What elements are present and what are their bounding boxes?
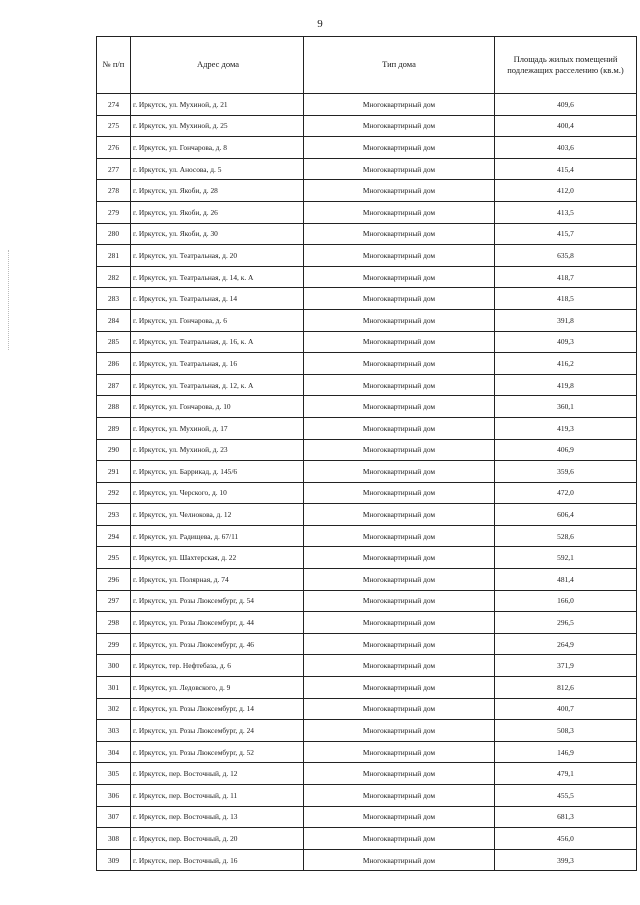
table-row [97,569,637,591]
row-area: 681,3 [495,806,637,828]
row-area: 400,7 [495,698,637,720]
row-house-type: Многоквартирный дом [304,828,495,850]
row-house-type: Многоквартирный дом [304,677,495,699]
row-number: 295 [97,547,131,569]
row-number: 308 [97,828,131,850]
header-house-type: Тип дома [304,37,495,94]
table-row [97,417,637,439]
row-house-type: Многоквартирный дом [304,309,495,331]
row-house-type: Многоквартирный дом [304,374,495,396]
row-area: 412,0 [495,180,637,202]
table-row [97,266,637,288]
table-row [97,439,637,461]
row-area: 360,1 [495,396,637,418]
row-number: 300 [97,655,131,677]
row-address: г. Иркутск, пер. Восточный, д. 20 [131,828,304,850]
row-area: 409,3 [495,331,637,353]
row-area: 359,6 [495,461,637,483]
table-row [97,353,637,375]
row-address: г. Иркутск, пер. Восточный, д. 13 [131,806,304,828]
row-address: г. Иркутск, ул. Театральная, д. 16, к. А [131,331,304,353]
row-area: 419,3 [495,417,637,439]
row-address: г. Иркутск, ул. Мухиной, д. 17 [131,417,304,439]
row-house-type: Многоквартирный дом [304,201,495,223]
row-house-type: Многоквартирный дом [304,396,495,418]
row-area: 403,6 [495,137,637,159]
row-house-type: Многоквартирный дом [304,439,495,461]
row-number: 291 [97,461,131,483]
row-address: г. Иркутск, ул. Розы Люксембург, д. 54 [131,590,304,612]
row-address: г. Иркутск, ул. Ледовского, д. 9 [131,677,304,699]
row-address: г. Иркутск, ул. Театральная, д. 20 [131,245,304,267]
row-address: г. Иркутск, ул. Радищева, д. 67/11 [131,525,304,547]
row-house-type: Многоквартирный дом [304,633,495,655]
row-number: 297 [97,590,131,612]
row-number: 301 [97,677,131,699]
row-house-type: Многоквартирный дом [304,331,495,353]
row-address: г. Иркутск, ул. Розы Люксембург, д. 24 [131,720,304,742]
row-area: 413,5 [495,201,637,223]
row-number: 304 [97,741,131,763]
row-address: г. Иркутск, ул. Мухиной, д. 21 [131,94,304,116]
table-row [97,158,637,180]
table-row [97,828,637,850]
table-row [97,201,637,223]
row-number: 283 [97,288,131,310]
table-row [97,547,637,569]
row-number: 302 [97,698,131,720]
row-house-type: Многоквартирный дом [304,806,495,828]
row-house-type: Многоквартирный дом [304,461,495,483]
row-area: 399,3 [495,849,637,871]
table-row [97,396,637,418]
table-row [97,720,637,742]
row-address: г. Иркутск, ул. Театральная, д. 14 [131,288,304,310]
row-number: 294 [97,525,131,547]
row-area: 528,6 [495,525,637,547]
row-house-type: Многоквартирный дом [304,698,495,720]
row-number: 289 [97,417,131,439]
row-house-type: Многоквартирный дом [304,612,495,634]
row-area: 606,4 [495,504,637,526]
row-house-type: Многоквартирный дом [304,266,495,288]
row-house-type: Многоквартирный дом [304,720,495,742]
row-house-type: Многоквартирный дом [304,223,495,245]
row-number: 279 [97,201,131,223]
row-area: 264,9 [495,633,637,655]
row-address: г. Иркутск, ул. Розы Люксембург, д. 52 [131,741,304,763]
row-number: 285 [97,331,131,353]
row-area: 418,7 [495,266,637,288]
row-area: 508,3 [495,720,637,742]
row-address: г. Иркутск, пер. Восточный, д. 11 [131,785,304,807]
row-address: г. Иркутск, ул. Розы Люксембург, д. 44 [131,612,304,634]
table-row [97,504,637,526]
row-number: 276 [97,137,131,159]
row-area: 406,9 [495,439,637,461]
row-number: 280 [97,223,131,245]
row-address: г. Иркутск, ул. Театральная, д. 12, к. А [131,374,304,396]
row-area: 409,6 [495,94,637,116]
row-address: г. Иркутск, ул. Челнокова, д. 12 [131,504,304,526]
row-number: 287 [97,374,131,396]
table-row [97,785,637,807]
table-row [97,180,637,202]
table-row [97,612,637,634]
row-house-type: Многоквартирный дом [304,158,495,180]
row-house-type: Многоквартирный дом [304,763,495,785]
table-row [97,677,637,699]
row-address: г. Иркутск, пер. Восточный, д. 12 [131,763,304,785]
row-area: 419,8 [495,374,637,396]
row-address: г. Иркутск, ул. Театральная, д. 14, к. А [131,266,304,288]
row-address: г. Иркутск, ул. Мухиной, д. 23 [131,439,304,461]
row-number: 303 [97,720,131,742]
row-number: 286 [97,353,131,375]
row-area: 418,5 [495,288,637,310]
table-row [97,806,637,828]
row-house-type: Многоквартирный дом [304,741,495,763]
row-number: 284 [97,309,131,331]
table-row [97,331,637,353]
row-house-type: Многоквартирный дом [304,525,495,547]
row-number: 296 [97,569,131,591]
table-header-row [97,37,637,94]
row-address: г. Иркутск, тер. Нефтебаза, д. 6 [131,655,304,677]
row-area: 592,1 [495,547,637,569]
row-area: 166,0 [495,590,637,612]
row-address: г. Иркутск, ул. Шахтерская, д. 22 [131,547,304,569]
row-area: 455,5 [495,785,637,807]
table-row [97,482,637,504]
row-number: 274 [97,94,131,116]
row-address: г. Иркутск, ул. Розы Люксембург, д. 46 [131,633,304,655]
row-area: 371,9 [495,655,637,677]
row-number: 292 [97,482,131,504]
row-area: 400,4 [495,115,637,137]
row-address: г. Иркутск, ул. Театральная, д. 16 [131,353,304,375]
row-house-type: Многоквартирный дом [304,482,495,504]
row-number: 309 [97,849,131,871]
row-area: 812,6 [495,677,637,699]
row-number: 298 [97,612,131,634]
table-row [97,763,637,785]
row-address: г. Иркутск, пер. Восточный, д. 16 [131,849,304,871]
row-address: г. Иркутск, ул. Гончарова, д. 8 [131,137,304,159]
row-area: 146,9 [495,741,637,763]
row-house-type: Многоквартирный дом [304,288,495,310]
margin-scan-marks [8,250,11,350]
table-row [97,223,637,245]
row-address: г. Иркутск, ул. Якоби, д. 30 [131,223,304,245]
row-address: г. Иркутск, ул. Гончарова, д. 6 [131,309,304,331]
row-address: г. Иркутск, ул. Аносова, д. 5 [131,158,304,180]
row-address: г. Иркутск, ул. Черского, д. 10 [131,482,304,504]
row-area: 456,0 [495,828,637,850]
table-row [97,590,637,612]
row-number: 299 [97,633,131,655]
table-row [97,245,637,267]
row-number: 288 [97,396,131,418]
housing-registry-table [96,36,637,871]
row-number: 290 [97,439,131,461]
row-number: 307 [97,806,131,828]
row-address: г. Иркутск, ул. Розы Люксембург, д. 14 [131,698,304,720]
row-number: 282 [97,266,131,288]
row-house-type: Многоквартирный дом [304,417,495,439]
row-number: 278 [97,180,131,202]
row-number: 305 [97,763,131,785]
row-house-type: Многоквартирный дом [304,353,495,375]
table-row [97,655,637,677]
table-row [97,137,637,159]
row-house-type: Многоквартирный дом [304,849,495,871]
page-number: 9 [317,18,323,30]
table-row [97,374,637,396]
row-area: 472,0 [495,482,637,504]
row-address: г. Иркутск, ул. Гончарова, д. 10 [131,396,304,418]
row-number: 277 [97,158,131,180]
table-row [97,115,637,137]
header-address: Адрес дома [131,37,304,94]
row-house-type: Многоквартирный дом [304,655,495,677]
table-row [97,288,637,310]
table-row [97,698,637,720]
header-area: Площадь жилых помещений подлежащих расселению (кв.м.) [495,37,637,94]
row-address: г. Иркутск, ул. Мухиной, д. 25 [131,115,304,137]
row-house-type: Многоквартирный дом [304,547,495,569]
row-area: 481,4 [495,569,637,591]
table-row [97,849,637,871]
table-row [97,741,637,763]
row-address: г. Иркутск, ул. Якоби, д. 28 [131,180,304,202]
table-row [97,525,637,547]
row-area: 415,7 [495,223,637,245]
row-number: 275 [97,115,131,137]
row-area: 415,4 [495,158,637,180]
row-number: 293 [97,504,131,526]
row-house-type: Многоквартирный дом [304,115,495,137]
row-number: 306 [97,785,131,807]
row-area: 479,1 [495,763,637,785]
row-house-type: Многоквартирный дом [304,785,495,807]
row-house-type: Многоквартирный дом [304,569,495,591]
row-area: 391,8 [495,309,637,331]
table-row [97,633,637,655]
row-area: 635,8 [495,245,637,267]
table-row [97,94,637,116]
table-body [97,94,637,871]
row-house-type: Многоквартирный дом [304,590,495,612]
row-area: 296,5 [495,612,637,634]
table-row [97,309,637,331]
header-number: № п/п [97,37,131,94]
table-row [97,461,637,483]
row-address: г. Иркутск, ул. Баррикад, д. 145/6 [131,461,304,483]
row-house-type: Многоквартирный дом [304,180,495,202]
row-house-type: Многоквартирный дом [304,94,495,116]
row-house-type: Многоквартирный дом [304,137,495,159]
row-area: 416,2 [495,353,637,375]
row-house-type: Многоквартирный дом [304,504,495,526]
row-address: г. Иркутск, ул. Полярная, д. 74 [131,569,304,591]
row-house-type: Многоквартирный дом [304,245,495,267]
row-number: 281 [97,245,131,267]
row-address: г. Иркутск, ул. Якоби, д. 26 [131,201,304,223]
